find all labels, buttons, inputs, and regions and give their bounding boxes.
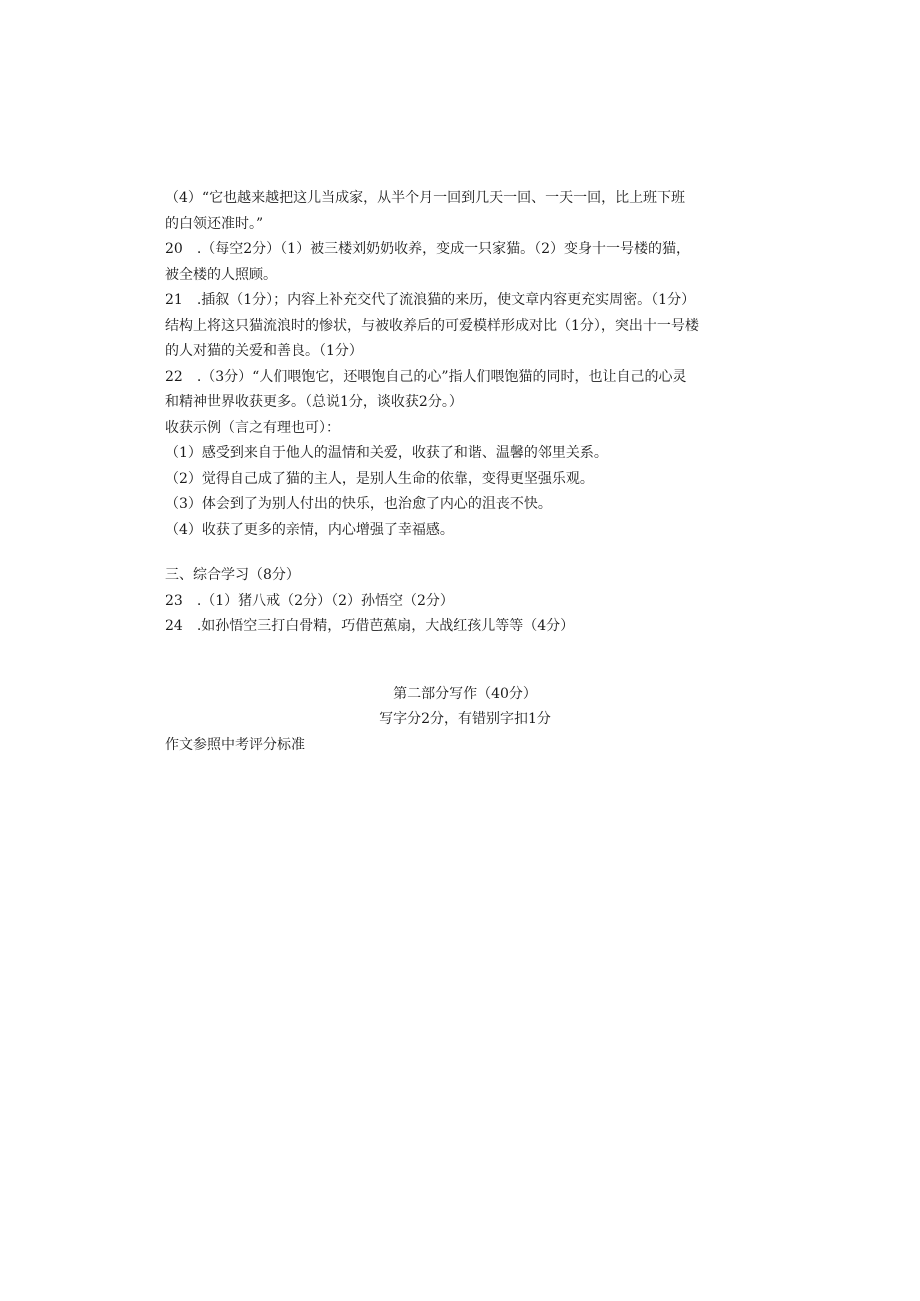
answer-line-3: 20 .（每空2分）（1）被三楼刘奶奶收养，变成一只家猫。（2）变身十一号楼的猫， [165,241,690,257]
answer-line-7: 的人对猫的关爱和善良。（1分） [165,343,363,359]
question-23-answer: 23 .（1）猪八戒（2分）（2）孙悟空（2分） [165,592,454,609]
answer-line-10: 收获示例（言之有理也可）： [165,419,340,436]
answer-line-12: （2）觉得自己成了猫的主人，是别人生命的依靠，变得更坚强乐观。 [165,470,594,487]
answer-line-2: 的白领还准时。” [165,215,264,232]
answer-line-6: 结构上将这只猫流浪时的惨状，与被收养后的可爱模样形成对比（1分），突出十一号楼 [165,317,699,334]
answer-key-content [165,186,765,758]
answer-line-13: （3）体会到了为别人付出的快乐，也治愈了内心的沮丧不快。 [165,496,552,512]
answer-line-11: （1）感受到来自于他人的温情和关爱，收获了和谐、温馨的邻里关系。 [165,445,608,461]
section-3-title: 三、综合学习（8分） [165,567,300,583]
spacer [165,640,765,682]
part-2-note: 作文参照中考评分标准 [165,736,305,753]
answer-line-8: 22 .（3分）“人们喂饱它，还喂饱自己的心”指人们喂饱猫的同时，也让自己的心灵 [165,368,687,385]
part-2-title: 第二部分写作（40分） [393,685,537,702]
answer-line-14: （4）收获了更多的亲情，内心增强了幸福感。 [165,521,454,538]
answer-line-4: 被全楼的人照顾。 [165,266,277,283]
answer-line-5: 21 .插叙（1分）；内容上补充交代了流浪猫的来历，使文章内容更充实周密。（1分） [165,292,696,308]
spacer [165,543,765,563]
part-2-subtitle: 写字分2分，有错别字扣1分 [379,711,551,727]
answer-line-1: （4）“它也越来越把这儿当成家，从半个月一回到几天一回、一天一回，比上班下班 [165,190,686,206]
answer-line-9: 和精神世界收获更多。（总说1分，谈收获2分。） [165,394,463,410]
question-24-answer: 24 .如孙悟空三打白骨精，巧借芭蕉扇，大战红孩儿等等（4分） [165,618,575,634]
